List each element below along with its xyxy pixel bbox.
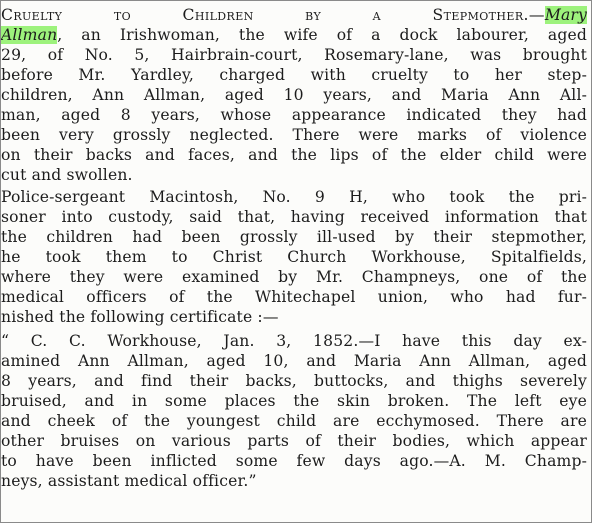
highlighted-name-last: Allman [1, 26, 58, 44]
article-line-17: “ C. C. Workhouse, Jan. 3, 1852.—I have this day ex- [1, 332, 587, 350]
article-line-7: been very grossly neglected. There were marks of violence [1, 126, 587, 144]
article-line-24: neys, assistant medical officer.” [1, 472, 257, 490]
article-line-2: Allman, an Irishwoman, the wife of a dock labourer, aged [1, 26, 587, 44]
article-line-15: medical officers of the Whitechapel union, who had fur- [1, 288, 587, 306]
article-line-8: on their backs and faces, and the lips of the elder child were [1, 146, 587, 164]
article-heading: Cruelty to Children by a Stepmother.— [1, 6, 545, 24]
article-line-16: nished the following certificate :— [1, 308, 279, 326]
article-line-21: and cheek of the youngest child are ecchymosed. There are [1, 412, 587, 430]
article-line-14: where they were examined by Mr. Champneys, one of the [1, 268, 587, 286]
article-line-19: 8 years, and find their backs, buttocks, and thighs severely [1, 372, 587, 390]
article-line-20: bruised, and in some places the skin broken. The left eye [1, 392, 587, 410]
article-line-18: amined Ann Allman, aged 10, and Maria Ann Allman, aged [1, 352, 587, 370]
article-line-1 [1, 5, 587, 25]
article-line-11: soner into custody, said that, having received information that [1, 208, 587, 226]
article-line-13: he took them to Christ Church Workhouse, Spitalfields, [1, 248, 587, 266]
article-line-4: before Mr. Yardley, charged with cruelty to her step- [1, 66, 587, 84]
article-line-10: Police-sergeant Macintosh, No. 9 H, who took the pri- [1, 188, 587, 206]
article-line-9: cut and swollen. [1, 166, 133, 184]
article-line-22: other bruises on various parts of their bodies, which appear [1, 432, 587, 450]
article-line-6: man, aged 8 years, whose appearance indicated they had [1, 106, 587, 124]
article-line-5: children, Ann Allman, aged 10 years, and Maria Ann All- [1, 86, 587, 104]
article-line-12: the children had been grossly ill-used by their stepmother, [1, 228, 587, 246]
article-line-3: 29, of No. 5, Hairbrain-court, Rosemary-lane, was brought [1, 46, 587, 64]
article-line-23: to have been inflicted some few days ago.—A. M. Champ- [1, 452, 587, 470]
highlighted-name-first: Mary [544, 6, 587, 24]
